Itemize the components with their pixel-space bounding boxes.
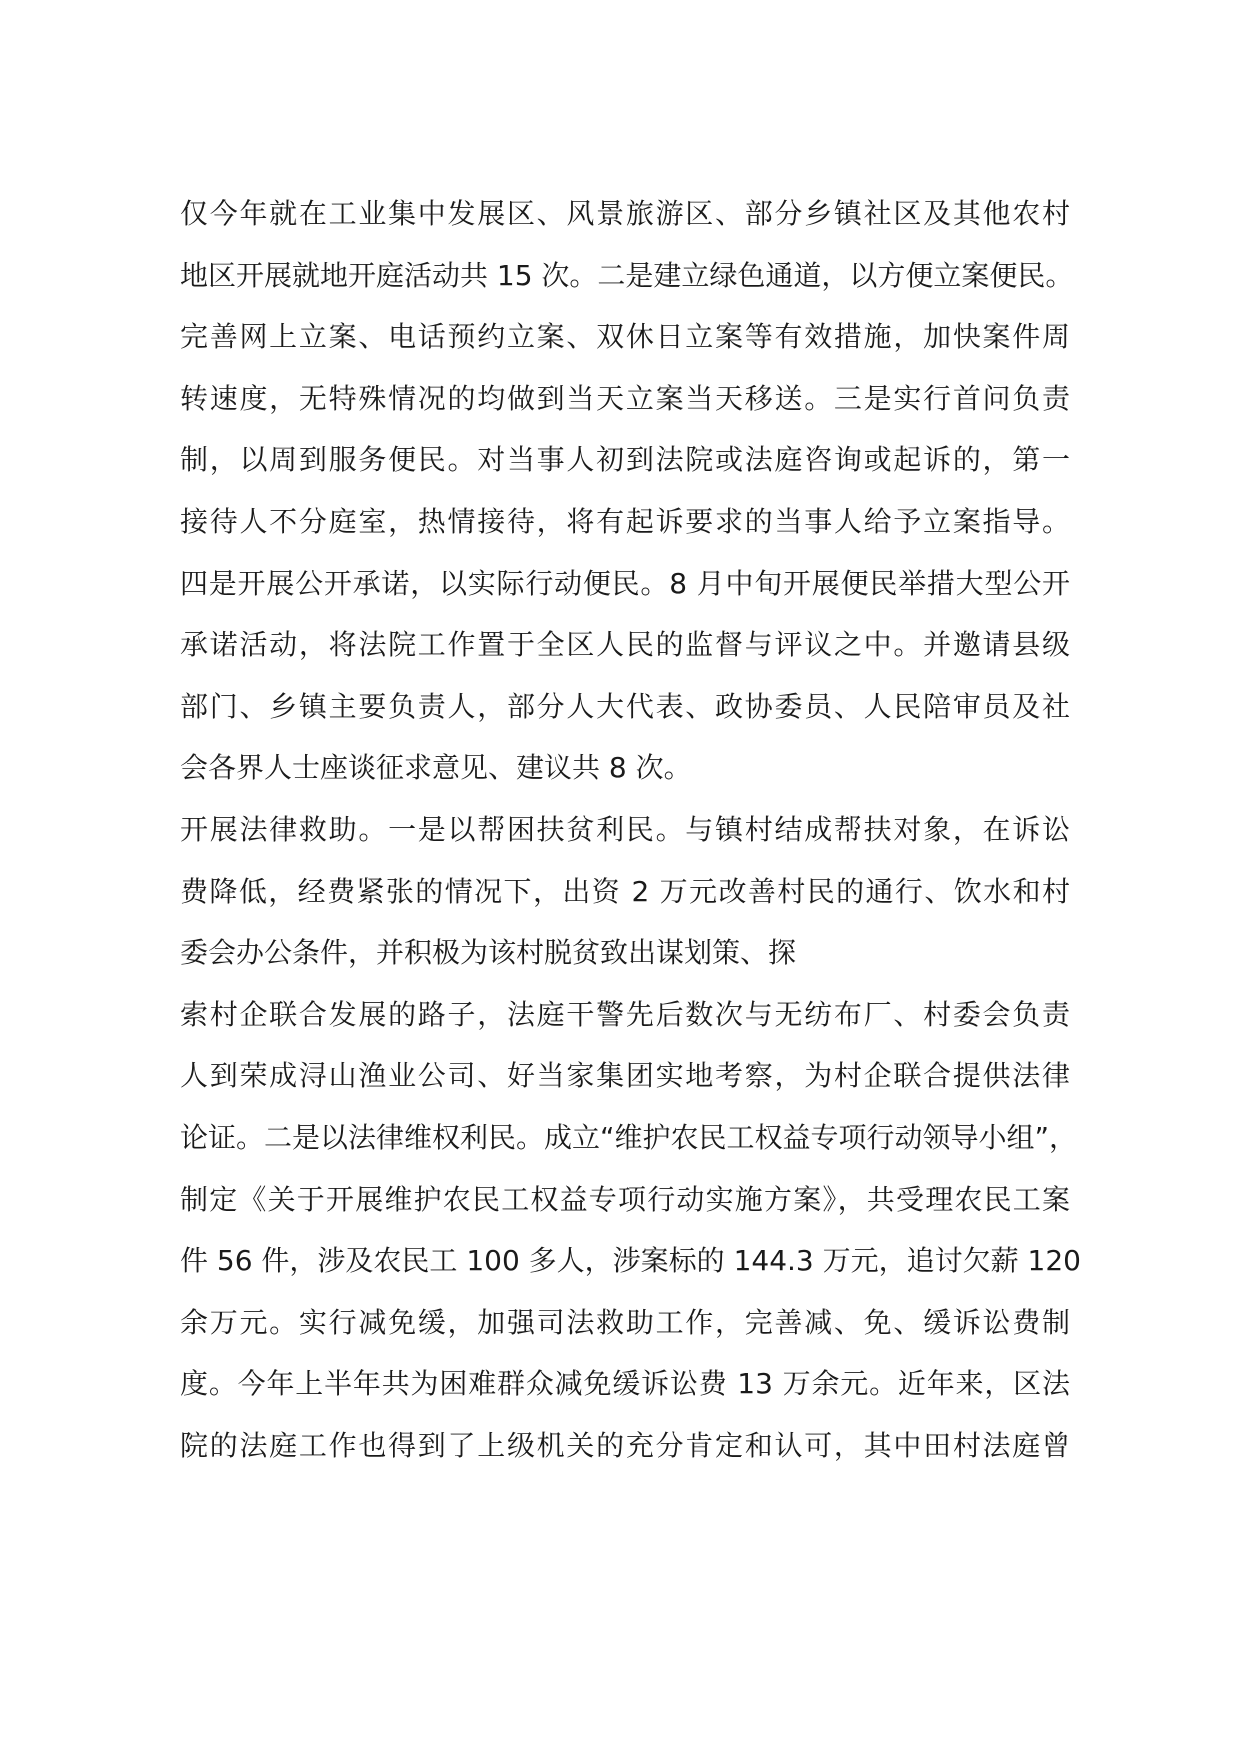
text-line: 会各界人士座谈征求意见、建议共 8 次。 bbox=[180, 751, 692, 785]
text-line: 件 56 件，涉及农民工 100 多人，涉案标的 144.3 万元，追讨欠薪 120 bbox=[180, 1244, 1081, 1278]
text-line: 委会办公条件，并积极为该村脱贫致出谋划策、探 bbox=[180, 936, 797, 970]
text-line: 四是开展公开承诺，以实际行动便民。8 月中旬开展便民举措大型公开 bbox=[180, 566, 1070, 600]
text-line: 承诺活动，将法院工作置于全区人民的监督与评议之中。并邀请县级 bbox=[180, 628, 1070, 662]
document-body bbox=[180, 183, 1081, 1476]
text-line: 人到荣成浔山渔业公司、好当家集团实地考察，为村企联合提供法律 bbox=[180, 1059, 1070, 1093]
text-line: 索村企联合发展的路子，法庭干警先后数次与无纺布厂、村委会负责 bbox=[180, 997, 1070, 1031]
text-line: 制，以周到服务便民。对当事人初到法院或法庭咨询或起诉的，第一 bbox=[180, 443, 1070, 477]
text-line: 院的法庭工作也得到了上级机关的充分肯定和认可，其中田村法庭曾 bbox=[180, 1428, 1070, 1462]
text-line: 接待人不分庭室，热情接待，将有起诉要求的当事人给予立案指导。 bbox=[180, 504, 1070, 538]
text-line: 制定《关于开展维护农民工权益专项行动实施方案》，共受理农民工案 bbox=[180, 1182, 1070, 1216]
text-line: 余万元。实行减免缓，加强司法救助工作，完善减、免、缓诉讼费制 bbox=[180, 1305, 1070, 1339]
text-line: 开展法律救助。一是以帮困扶贫利民。与镇村结成帮扶对象，在诉讼 bbox=[180, 812, 1070, 846]
text-line: 论证。二是以法律维权利民。成立“维护农民工权益专项行动领导小组”， bbox=[180, 1120, 1078, 1154]
text-line: 度。今年上半年共为困难群众减免缓诉讼费 13 万余元。近年来，区法 bbox=[180, 1367, 1070, 1401]
text-line: 费降低，经费紧张的情况下，出资 2 万元改善村民的通行、饮水和村 bbox=[180, 874, 1070, 908]
text-line: 部门、乡镇主要负责人，部分人大代表、政协委员、人民陪审员及社 bbox=[180, 689, 1070, 723]
text-line: 完善网上立案、电话预约立案、双休日立案等有效措施，加快案件周 bbox=[180, 320, 1070, 354]
text-line: 仅今年就在工业集中发展区、风景旅游区、部分乡镇社区及其他农村 bbox=[180, 197, 1070, 230]
text-line: 转速度，无特殊情况的均做到当天立案当天移送。三是实行首问负责 bbox=[180, 381, 1070, 415]
text-line: 地区开展就地开庭活动共 15 次。二是建立绿色通道，以方便立案便民。 bbox=[180, 258, 1074, 292]
